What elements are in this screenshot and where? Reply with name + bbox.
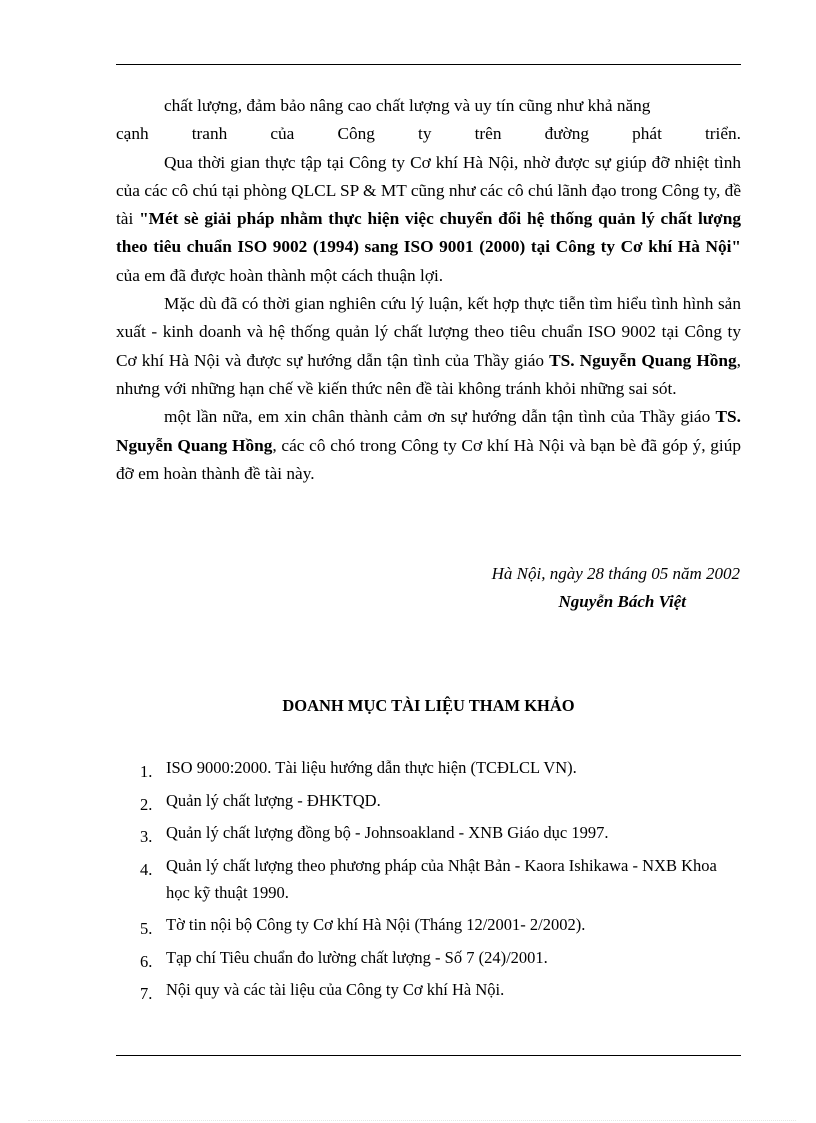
paragraph-4-text: một lần nữa, em xin chân thành cảm ơn sự hướng dẫn tận tình của Thầy giáo	[164, 407, 716, 427]
list-item-text: Tờ tin nội bộ Công ty Cơ khí Hà Nội (Tháng 12/2001- 2/2002).	[166, 915, 586, 934]
references-list	[140, 754, 740, 1009]
header-rule	[116, 64, 741, 65]
list-item-number: 3.	[140, 827, 153, 846]
list-item	[140, 944, 740, 971]
list-item-number: 1.	[140, 762, 153, 781]
list-item	[140, 976, 740, 1003]
list-item-text: ISO 9000:2000. Tài liệu hướng dẫn thực hiện (TCĐLCL VN).	[166, 758, 577, 777]
list-item	[140, 819, 740, 846]
paragraph-4	[116, 403, 741, 488]
paragraph-3-ending: , nhưng với những hạn chế về kiến thức nên đề tài không tránh khỏi những sai sót.	[116, 350, 741, 398]
paragraph-2-ending: của em đã được hoàn thành một cách thuận lợi.	[116, 265, 444, 285]
advisor-name-2: TS. Nguyễn Quang Hồng	[116, 407, 741, 455]
list-item-text: Nội quy và các tài liệu của Công ty Cơ khí Hà Nội.	[166, 980, 505, 999]
paragraph-2	[116, 149, 741, 290]
list-item	[140, 852, 740, 906]
list-item-number: 5.	[140, 919, 153, 938]
list-item-text: Quản lý chất lượng - ĐHKTQD.	[166, 790, 381, 810]
body-text	[116, 92, 741, 488]
list-item-number: 2.	[140, 794, 153, 814]
advisor-name: TS. Nguyễn Quang Hồng	[549, 350, 737, 370]
list-item	[140, 787, 740, 814]
list-item-number: 7.	[140, 984, 153, 1003]
list-item-text: Quản lý chất lượng theo phương pháp của Nhật Bản - Kaora Ishikawa - NXB Khoa học kỹ thuật 1990.	[166, 855, 717, 902]
paragraph-2-text: Qua thời gian thực tập tại Công ty Cơ khí Hà Nội, nhờ được sự giúp đỡ nhiệt tình của các cô chú tại phòng QLCL SP & MT cũng như các cô chú lãnh đạo trong Công ty, đề tài	[116, 152, 741, 229]
paragraph-3-text: Mặc dù đã có thời gian nghiên cứu lý luận, kết hợp thực tiễn tìm hiểu tình hình sản xuất - kinh doanh và hệ thống quản lý chất lượng theo tiêu chuẩn ISO 9002 tại Công ty Cơ khí Hà Nội và được sự hướng dẫn tận tình của Thầy giáo	[116, 294, 741, 370]
signature-author: Nguyễn Bách Việt	[558, 592, 686, 611]
list-item	[140, 911, 740, 938]
list-item-text: Tạp chí Tiêu chuẩn đo lường chất lượng - Số 7 (24)/2001.	[166, 947, 548, 967]
paragraph-3	[116, 290, 741, 403]
page-edge-dots	[28, 1120, 796, 1121]
list-item	[140, 754, 740, 781]
paragraph-4-ending: , các cô chó trong Công ty Cơ khí Hà Nội và bạn bè đã góp ý, giúp đỡ em hoàn thành đề tài này.	[116, 435, 741, 483]
list-item-text: Quản lý chất lượng đồng bộ - Johnsoakland - XNB Giáo dục 1997.	[166, 823, 609, 842]
footer-rule	[116, 1055, 741, 1056]
list-item-number: 6.	[140, 951, 153, 971]
thesis-title: "Mét sè giải pháp nhằm thực hiện việc chuyển đổi hệ thống quản lý chất lượng theo tiêu chuẩn ISO 9002 (1994) sang ISO 9001 (2000) tại Công ty Cơ khí Hà Nội"	[116, 209, 741, 257]
paragraph-1-continued: cạnh tranh của Công ty trên đường phát triển.	[116, 124, 741, 144]
references-heading: DOANH MỤC TÀI LIỆU THAM KHẢO	[282, 696, 575, 715]
paragraph-1: chất lượng, đảm bảo nâng cao chất lượng và uy tín cũng như khả năng	[164, 96, 651, 115]
list-item-number: 4.	[140, 859, 153, 879]
signature-date: Hà Nội, ngày 28 tháng 05 năm 2002	[491, 564, 740, 583]
